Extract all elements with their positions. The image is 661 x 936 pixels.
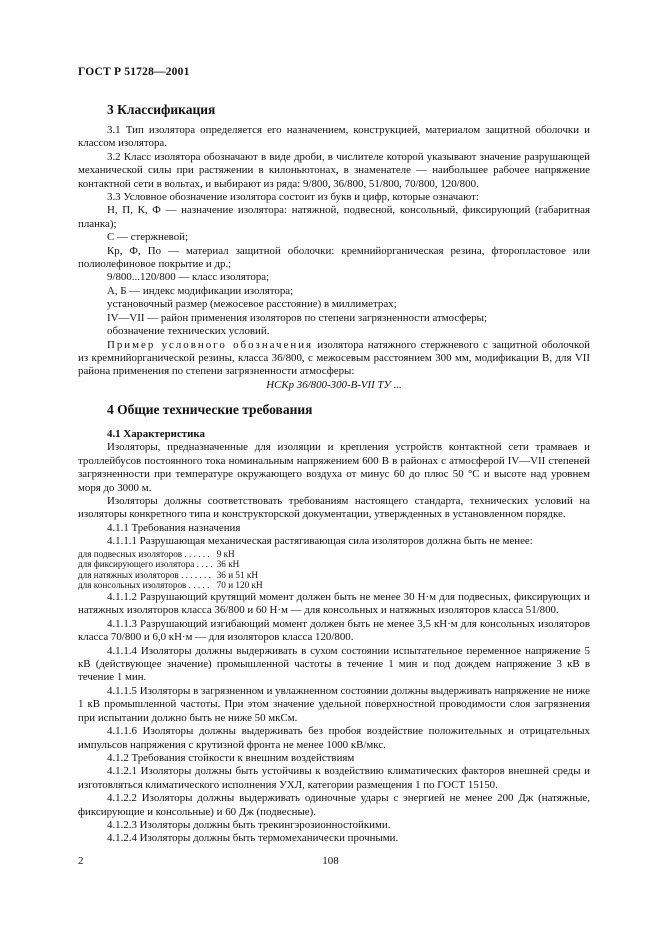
sheet-number: 108	[322, 855, 339, 867]
paragraph-4-1-1-4: 4.1.1.4 Изоляторы должны выдерживать в сухом состоянии испытательное переменное напряжение 5 кВ (действующее значение) промышленной частоты в течение 1 мин и под дождем напряжение 3 кВ в течение 1 мин.	[78, 644, 590, 684]
strength-table	[78, 549, 263, 591]
designation-item: IV—VII — район применения изоляторов по степени загрязненности атмосферы;	[107, 311, 488, 324]
strength-label: для натяжных изоляторов . . . . . . .	[78, 569, 211, 580]
strength-label: для фиксирующего изолятора . . . .	[78, 559, 213, 570]
strength-label: для подвесных изоляторов . . . . . .	[78, 548, 210, 559]
designation-item: С — стержневой;	[107, 231, 189, 244]
example-label: Пример условного обозначения	[107, 338, 314, 351]
designation-item: установочный размер (межосевое расстояние) в миллиметрах;	[107, 298, 397, 311]
strength-value: 70 и 120 кН	[216, 580, 263, 591]
strength-row	[78, 549, 263, 560]
strength-value: 36 и 51 кН	[216, 569, 258, 580]
paragraph-4-1-1: 4.1.1 Требования назначения	[107, 521, 241, 534]
example-designation: НСКр 36/800-300-В-VII ТУ ...	[266, 378, 402, 391]
section-4-body	[78, 428, 590, 846]
designation-item: А, Б — индекс модификации изолятора;	[107, 284, 294, 297]
paragraph-4-1-1-6: 4.1.1.6 Изоляторы должны выдерживать без пробоя воздействие положительных и отрицательных импульсов напряжения с крутизной фронта не менее 1000 кВ/мкс.	[78, 725, 590, 751]
section-3-body	[78, 124, 590, 392]
paragraph-4-1-1-1: 4.1.1.1 Разрушающая механическая растягивающая сила изоляторов должна быть не менее:	[107, 535, 533, 548]
subsection-4-1-title: 4.1 Характеристика	[107, 428, 205, 440]
paragraph-4-1-2: 4.1.2 Требования стойкости к внешним воздействиям	[107, 751, 355, 764]
paragraph-4-1-intro: Изоляторы, предназначенные для изоляции и крепления устройств контактной сети трамваев и троллейбусов постоянного тока номинальным напряжением 600 В в районах с атмосферой IV—VII степеней загрязненности при температуре окружающего воздуха от минус 60 до плюс 50 °С и высоте над уровнем моря до 3000 м.	[78, 441, 590, 494]
example-text: изолятора натяжного стержневого с защитной оболочкой из кремнийорганической резины, класса 36/800, с межосевым расстоянием 300 мм, модификации В, для VII района применения по степени загрязненности атмосферы:	[78, 338, 590, 378]
paragraph-4-1-2-3: 4.1.2.3 Изоляторы должны быть трекингэрозионностойкими.	[107, 818, 391, 831]
strength-row	[78, 580, 263, 591]
section-3-title: 3 Классификация	[107, 102, 216, 117]
section-4-title: 4 Общие технические требования	[107, 402, 313, 417]
strength-value: 36 кН	[216, 559, 240, 570]
paragraph-4-1-compliance: Изоляторы должны соответствовать требованиям настоящего стандарта, технических условий на изоляторы конкретного типа и конструкторской документации, утвержденных в установленном порядке.	[78, 495, 590, 521]
paragraph-3-3: 3.3 Условное обозначение изолятора состоит из букв и цифр, которые означают:	[107, 191, 479, 204]
page-number: 2	[78, 855, 84, 867]
strength-row	[78, 570, 263, 581]
strength-list	[78, 549, 590, 591]
paragraph-3-2: 3.2 Класс изолятора обозначают в виде дроби, в числителе которой указывают значение разрушающей механической силы при растяжении в килоньютонах, в знаменателе — наибольшее рабочее напряжение контактной сети в вольтах, и выбирают из ряда: 9/800, 36/800, 51/800, 70/800, 120/800.	[78, 150, 590, 190]
paragraph-4-1-1-2: 4.1.1.2 Разрушающий крутящий момент должен быть не менее 30 Н·м для подвесных, фиксирующих и натяжных изоляторов класса 36/800 и 60 Н·м — для консольных и натяжных изоляторов класса 51/800.	[78, 591, 590, 617]
paragraph-4-1-2-4: 4.1.2.4 Изоляторы должны быть термомеханически прочными.	[107, 832, 399, 845]
paragraph-4-1-2-2: 4.1.2.2 Изоляторы должны выдерживать одиночные удары с энергией не менее 200 Дж (натяжные, фиксирующие и консольные) и 60 Дж (подвесные).	[78, 792, 590, 818]
strength-value: 9 кН	[216, 548, 235, 559]
strength-row	[78, 559, 263, 570]
designation-item: Н, П, К, Ф — назначение изолятора: натяжной, подвесной, консольный, фиксирующий (габаритная планка);	[78, 204, 590, 230]
designation-item: обозначение технических условий.	[107, 325, 270, 338]
example-paragraph	[78, 339, 590, 379]
paragraph-4-1-1-5: 4.1.1.5 Изоляторы в загрязненном и увлажненном состоянии должны выдерживать напряжение не ниже 1 кВ промышленной частоты. При этом значение удельной поверхностной проводимости слоя загрязнения при испытании должно быть не ниже 50 мкСм.	[78, 684, 590, 724]
paragraph-3-1: 3.1 Тип изолятора определяется его назначением, конструкцией, материалом защитной оболочки и классом изолятора.	[78, 124, 590, 150]
designation-item: 9/800...120/800 — класс изолятора;	[107, 271, 270, 284]
paragraph-4-1-1-3: 4.1.1.3 Разрушающий изгибающий момент должен быть не менее 3,5 кН·м для консольных изоляторов класса 70/800 и 6,0 кН·м — для изоляторов класса 120/800.	[78, 617, 590, 644]
strength-label: для консольных изоляторов . . . . .	[78, 580, 210, 591]
paragraph-4-1-2-1: 4.1.2.1 Изоляторы должны быть устойчивы к воздействию климатических факторов внешней среды и изготовляться климатического исполнения УХЛ, категории размещения 1 по ГОСТ 15150.	[78, 765, 590, 791]
standard-header: ГОСТ Р 51728—2001	[78, 66, 190, 78]
designation-item: Кр, Ф, По — материал защитной оболочки: кремнийорганическая резина, фторопластовое или полиолефиновое покрытие и др.;	[78, 244, 590, 271]
